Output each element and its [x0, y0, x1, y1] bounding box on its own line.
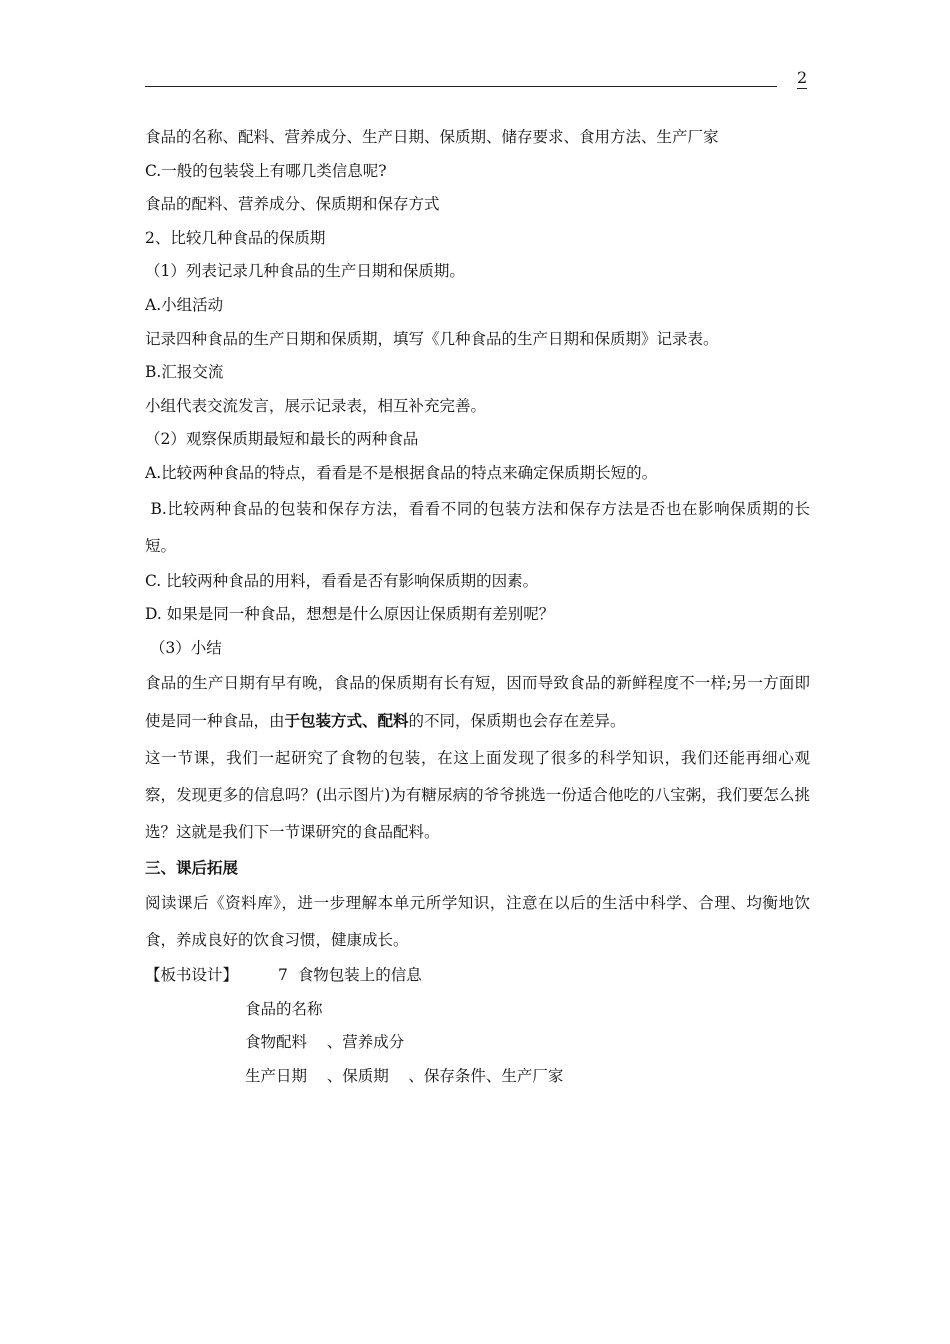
- board-row: 食物配料 、营养成分: [245, 1033, 405, 1052]
- subheading: 2、比较几种食品的保质期: [145, 228, 326, 247]
- step-heading: （3）小结: [145, 638, 222, 657]
- item-label: A.小组活动: [145, 295, 224, 314]
- paragraph: D. 如果是同一种食品，想想是什么原因让保质期有差别呢？: [145, 605, 555, 624]
- paragraph: 记录四种食品的生产日期和保质期，填写《几种食品的生产日期和保质期》记录表。: [145, 329, 719, 348]
- summary-text: 食品的生产日期有早有晚，食品的保质期有长有短，因而导致食品的新鲜程度不一样;另一方面即使是同一种食品，由: [145, 674, 810, 731]
- paragraph: 阅读课后《资料库》，进一步理解本单元所学知识，注意在以后的生活中科学、合理、均衡地饮食，养成良好的饮食习惯，健康成长。: [145, 893, 810, 949]
- paragraph: C. 比较两种食品的用料，看看是否有影响保质期的因素。: [145, 571, 539, 590]
- step-heading: （2）观察保质期最短和最长的两种食品: [145, 430, 419, 449]
- step-heading: （1）列表记录几种食品的生产日期和保质期。: [145, 262, 465, 281]
- board-row: 食品的名称: [245, 999, 323, 1018]
- summary-paragraph: [145, 665, 810, 740]
- item-label: B.汇报交流: [145, 363, 224, 382]
- paragraph: B.比较两种食品的包装和保存方法，看看不同的包装方法和保存方法是否也在影响保质期的长短。: [145, 499, 810, 555]
- paragraph: 小组代表交流发言，展示记录表，相互补充完善。: [145, 396, 487, 415]
- board-label: 【板书设计】: [145, 965, 239, 984]
- summary-text-end: 的不同，保质期也会存在差异。: [408, 712, 626, 731]
- summary-emphasis: 于包装方式、配料: [284, 711, 409, 731]
- board-design-heading: [145, 959, 810, 993]
- question: C.一般的包装袋上有哪几类信息呢?: [145, 161, 387, 180]
- document-body: [145, 121, 810, 1093]
- paragraph: 食品的名称、配料、营养成分、生产日期、保质期、储存要求、食用方法、生产厂家: [145, 128, 719, 146]
- closing-paragraph: 这一节课，我们一起研究了食物的包装，在这上面发现了很多的科学知识，我们还能再细心观察，发现更多的信息吗？(出示图片)为有糖尿病的爷爷挑选一份适合他吃的八宝粥，我们要怎么挑选？这就是我们下一节课研究的食品配料。: [145, 749, 810, 842]
- page-number: 2: [797, 68, 808, 87]
- board-title: 7 食物包装上的信息: [278, 965, 422, 984]
- section-heading: 三、课后拓展: [145, 858, 239, 878]
- paragraph: A.比较两种食品的特点，看看是不是根据食品的特点来确定保质期长短的。: [145, 463, 658, 482]
- header-rule: [145, 86, 777, 87]
- board-row: 生产日期 、保质期 、保存条件、生产厂家: [245, 1066, 564, 1085]
- paragraph: 食品的配料、营养成分、保质期和保存方式: [145, 195, 440, 214]
